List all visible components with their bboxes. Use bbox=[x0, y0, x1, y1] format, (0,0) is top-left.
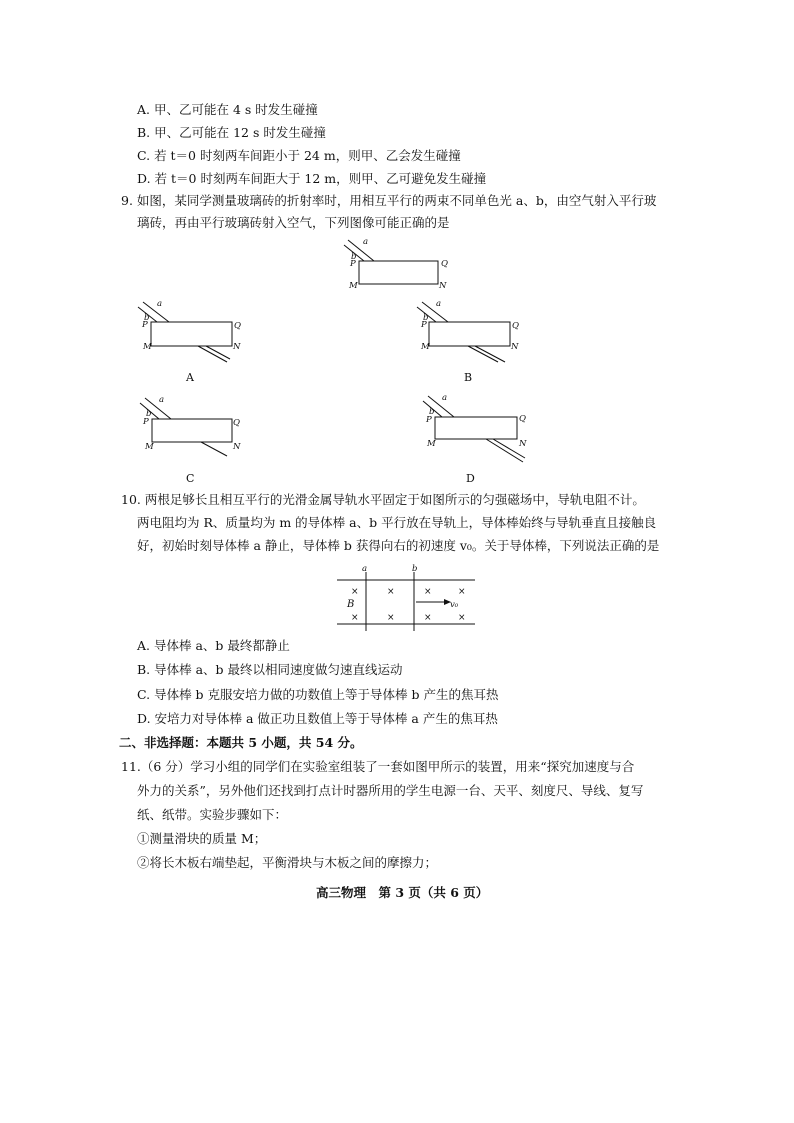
q11-step-1: ①测量滑块的质量 M； bbox=[137, 831, 267, 846]
label-P: P bbox=[421, 320, 427, 330]
label-b: b bbox=[144, 313, 150, 323]
label-P: P bbox=[142, 320, 148, 330]
q9-figure-b bbox=[412, 298, 527, 384]
field-cross: × bbox=[458, 613, 466, 623]
label-M: M bbox=[421, 342, 430, 352]
label-Q: Q bbox=[512, 321, 519, 331]
caption-a: A bbox=[186, 371, 194, 384]
q9-main-figure bbox=[340, 234, 460, 292]
q10-stem-line1: 10. 两根足够长且相互平行的光滑金属导轨水平固定于如图所示的匀强磁场中，导轨电阻不计。 bbox=[121, 492, 645, 507]
glass-block bbox=[359, 261, 438, 284]
label-N: N bbox=[511, 342, 519, 352]
label-b: b bbox=[351, 252, 357, 262]
label-N: N bbox=[439, 281, 447, 291]
q9-stem-line2: 璃砖，再由平行玻璃砖射入空气，下列图像可能正确的是 bbox=[137, 215, 450, 230]
q10-rail-figure bbox=[334, 562, 478, 634]
field-cross: × bbox=[387, 613, 395, 623]
label-B-field: B bbox=[347, 599, 355, 610]
label-M: M bbox=[143, 342, 152, 352]
field-cross: × bbox=[424, 587, 432, 597]
q10-stem-line2: 两电阻均为 R、质量均为 m 的导体棒 a、b 平行放在导轨上，导体棒始终与导轨垂直且接触良 bbox=[137, 515, 657, 530]
label-b: b bbox=[429, 407, 435, 417]
label-P: P bbox=[350, 259, 356, 269]
label-b: b bbox=[412, 564, 418, 574]
q11-stem-line2: 外力的关系”，另外他们还找到打点计时器所用的学生电源一台、天平、刻度尺、导线、复写 bbox=[137, 783, 644, 798]
label-Q: Q bbox=[441, 259, 448, 269]
label-b: b bbox=[146, 409, 152, 419]
q10-option-b: B. 导体棒 a、b 最终以相同速度做匀速直线运动 bbox=[137, 662, 403, 677]
label-N: N bbox=[519, 439, 527, 449]
field-cross: × bbox=[424, 613, 432, 623]
field-cross: × bbox=[351, 587, 359, 597]
q9-figure-a bbox=[135, 298, 250, 384]
label-N: N bbox=[233, 342, 241, 352]
caption-d: D bbox=[466, 472, 475, 485]
label-Q: Q bbox=[234, 321, 241, 331]
label-a: a bbox=[157, 299, 163, 309]
q9-figure-c bbox=[135, 394, 250, 486]
field-cross: × bbox=[458, 587, 466, 597]
q8-option-b: B. 甲、乙可能在 12 s 时发生碰撞 bbox=[137, 125, 326, 140]
q10-stem-line3: 好，初始时刻导体棒 a 静止，导体棒 b 获得向右的初速度 v₀。关于导体棒，下列说法正确的是 bbox=[137, 538, 660, 553]
caption-b: B bbox=[464, 371, 473, 384]
label-a: a bbox=[436, 299, 442, 309]
label-a: a bbox=[363, 237, 369, 247]
section-heading: 二、非选择题：本题共 5 小题，共 54 分。 bbox=[119, 735, 363, 750]
label-P: P bbox=[143, 417, 149, 427]
q11-stem-line1: 11.（6 分）学习小组的同学们在实验室组装了一套如图甲所示的装置，用来“探究加速度与合 bbox=[121, 759, 635, 774]
label-Q: Q bbox=[233, 418, 240, 428]
q10-option-c: C. 导体棒 b 克服安培力做的功数值上等于导体棒 b 产生的焦耳热 bbox=[137, 687, 499, 702]
label-v0: v₀ bbox=[450, 600, 459, 610]
caption-c: C bbox=[186, 472, 195, 485]
q8-option-c: C. 若 t＝0 时刻两车间距小于 24 m，则甲、乙会发生碰撞 bbox=[137, 148, 461, 163]
label-M: M bbox=[349, 281, 358, 291]
label-N: N bbox=[233, 442, 241, 452]
q11-stem-line3: 纸、纸带。实验步骤如下： bbox=[137, 807, 288, 822]
q10-option-a: A. 导体棒 a、b 最终都静止 bbox=[137, 638, 290, 653]
q9-stem-line1: 9. 如图，某同学测量玻璃砖的折射率时，用相互平行的两束不同单色光 a、b，由空气射入平行玻 bbox=[121, 193, 657, 208]
q8-option-d: D. 若 t＝0 时刻两车间距大于 12 m，则甲、乙可避免发生碰撞 bbox=[137, 171, 487, 186]
q8-option-a: A. 甲、乙可能在 4 s 时发生碰撞 bbox=[137, 102, 318, 117]
q11-step-2: ②将长木板右端垫起，平衡滑块与木板之间的摩擦力； bbox=[137, 855, 438, 870]
field-cross: × bbox=[387, 587, 395, 597]
label-P: P bbox=[426, 415, 432, 425]
label-M: M bbox=[427, 439, 436, 449]
label-b: b bbox=[423, 313, 429, 323]
label-a: a bbox=[159, 395, 165, 405]
label-a: a bbox=[442, 393, 448, 403]
field-cross: × bbox=[351, 613, 359, 623]
label-a: a bbox=[362, 564, 368, 574]
page-footer: 高三物理 第 3 页（共 6 页） bbox=[316, 885, 489, 900]
label-M: M bbox=[145, 442, 154, 452]
q9-figure-d bbox=[419, 392, 534, 486]
q10-option-d: D. 安培力对导体棒 a 做正功且数值上等于导体棒 a 产生的焦耳热 bbox=[137, 711, 498, 726]
label-Q: Q bbox=[519, 414, 526, 424]
